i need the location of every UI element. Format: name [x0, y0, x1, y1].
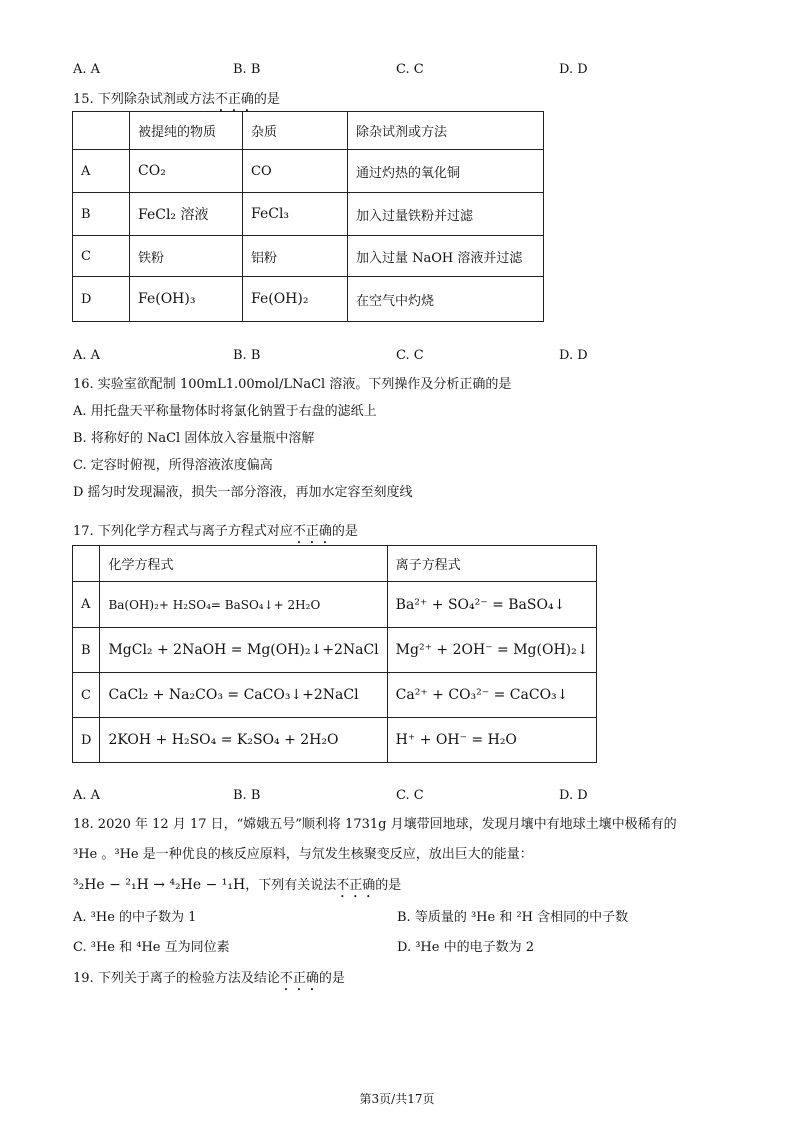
q17-options	[73, 788, 633, 806]
options-row-prev	[73, 62, 633, 80]
ion-eq-cell: Mg²⁺ + 2OH⁻ = Mg(OH)₂↓	[387, 628, 597, 673]
q16-choice-c: C. 定容时俯视，所得溶液浓度偏高	[73, 458, 273, 473]
impurity-cell: FeCl₃	[243, 193, 348, 236]
q18-emphasis: 不正确	[336, 878, 376, 893]
table-row	[73, 277, 544, 322]
option-c: C. C	[396, 788, 424, 803]
option-b: B. B	[233, 348, 261, 363]
header-cell: 化学方程式	[100, 546, 387, 582]
table-row	[73, 628, 597, 673]
q19-emphasis: 不正确	[279, 971, 319, 986]
substance-cell: FeCl₂ 溶液	[130, 193, 243, 236]
method-cell: 在空气中灼烧	[348, 277, 544, 322]
header-cell: 离子方程式	[387, 546, 597, 582]
substance-cell: 铁粉	[130, 236, 243, 277]
option-c: C. C	[396, 348, 424, 363]
row-label: B	[73, 193, 130, 236]
table-row	[73, 673, 597, 718]
q19-number: 19.	[73, 971, 94, 986]
table-row	[73, 236, 544, 277]
option-a: A. A	[73, 62, 101, 77]
q15-text: 下列除杂试剂或方法	[97, 92, 215, 107]
q18-text-after: 的是	[375, 878, 402, 893]
row-label: C	[73, 673, 100, 718]
substance-cell: Fe(OH)₃	[130, 277, 243, 322]
impurity-cell: CO	[243, 150, 348, 193]
row-label: B	[73, 628, 100, 673]
impurity-cell: 铝粉	[243, 236, 348, 277]
table-row	[73, 150, 544, 193]
option-d: D. D	[559, 62, 588, 77]
method-cell: 加入过量铁粉并过滤	[348, 193, 544, 236]
chem-eq-cell: Ba(OH)₂+ H₂SO₄= BaSO₄↓+ 2H₂O	[100, 582, 387, 628]
header-cell	[73, 546, 100, 582]
option-d: D. D	[559, 348, 588, 363]
q15-emphasis: 不正确	[214, 92, 254, 107]
q18-line2: ³He 。³He 是一种优良的核反应原料，与氘发生核聚变反应，放出巨大的能量：	[73, 847, 533, 862]
q17-stem	[73, 520, 358, 547]
table-header-row	[73, 546, 597, 582]
q15-text-after: 的是	[253, 92, 280, 107]
option-b: B. B	[233, 788, 261, 803]
ion-eq-cell: Ca²⁺ + CO₃²⁻ = CaCO₃↓	[387, 673, 597, 718]
table-row	[73, 193, 544, 236]
q18-choice-b: B. 等质量的 ³He 和 ²H 含相同的中子数	[397, 910, 629, 925]
method-cell: 通过灼热的氧化铜	[348, 150, 544, 193]
q19-text-after: 的是	[318, 971, 345, 986]
row-label: A	[73, 582, 100, 628]
header-cell: 杂质	[243, 112, 348, 150]
chem-eq-cell: MgCl₂ + 2NaOH = Mg(OH)₂↓+2NaCl	[100, 628, 387, 673]
q17-text: 下列化学方程式与离子方程式对应	[97, 524, 293, 539]
q18-equation-line	[73, 874, 401, 901]
header-cell: 除杂试剂或方法	[348, 112, 544, 150]
q18-choice-a: A. ³He 的中子数为 1	[73, 910, 197, 925]
header-cell: 被提纯的物质	[130, 112, 243, 150]
q17-emphasis: 不正确	[292, 524, 332, 539]
substance-cell: CO₂	[130, 150, 243, 193]
q15-number: 15.	[73, 92, 94, 107]
option-a: A. A	[73, 788, 101, 803]
q18-text: ，下列有关说法	[245, 878, 337, 893]
q19-stem	[73, 967, 345, 994]
row-label: D	[73, 277, 130, 322]
option-c: C. C	[396, 62, 424, 77]
q17-table	[72, 545, 597, 763]
ion-eq-cell: H⁺ + OH⁻ = H₂O	[387, 718, 597, 763]
header-cell	[73, 112, 130, 150]
method-cell: 加入过量 NaOH 溶液并过滤	[348, 236, 544, 277]
row-label: A	[73, 150, 130, 193]
q17-number: 17.	[73, 524, 94, 539]
chem-eq-cell: 2KOH + H₂SO₄ = K₂SO₄ + 2H₂O	[100, 718, 387, 763]
q16-choice-d: D 摇匀时发现漏液，损失一部分溶液，再加水定容至刻度线	[73, 485, 413, 500]
q19-text: 下列关于离子的检验方法及结论	[97, 971, 280, 986]
impurity-cell: Fe(OH)₂	[243, 277, 348, 322]
q16-choice-b: B. 将称好的 NaCl 固体放入容量瓶中溶解	[73, 431, 315, 446]
table-row	[73, 582, 597, 628]
q16-stem: 16. 实验室欲配制 100mL1.00mol/LNaCl 溶液。下列操作及分析正确的是	[73, 377, 512, 392]
option-a: A. A	[73, 348, 101, 363]
row-label: D	[73, 718, 100, 763]
option-b: B. B	[233, 62, 261, 77]
row-label: C	[73, 236, 130, 277]
q17-text-after: 的是	[331, 524, 358, 539]
q18-choice-d: D. ³He 中的电子数为 2	[397, 940, 535, 955]
q16-choice-a: A. 用托盘天平称量物体时将氯化钠置于右盘的滤纸上	[73, 404, 377, 419]
page-number: 第3页/共17页	[359, 1092, 435, 1106]
table-header-row	[73, 112, 544, 150]
ion-eq-cell: Ba²⁺ + SO₄²⁻ = BaSO₄↓	[387, 582, 597, 628]
fusion-equation: ³₂He − ²₁H → ⁴₂He − ¹₁H	[73, 877, 246, 893]
chem-eq-cell: CaCl₂ + Na₂CO₃ = CaCO₃↓+2NaCl	[100, 673, 387, 718]
option-d: D. D	[559, 788, 588, 803]
q18-line1: 18. 2020 年 12 月 17 日，“嫦娥五号”顺利将 1731g 月壤带回地球，发现月壤中有地球土壤中极稀有的	[73, 817, 677, 832]
q15-table	[72, 111, 544, 322]
table-row	[73, 718, 597, 763]
q15-options	[73, 348, 633, 366]
q18-choice-c: C. ³He 和 ⁴He 互为同位素	[73, 940, 230, 955]
